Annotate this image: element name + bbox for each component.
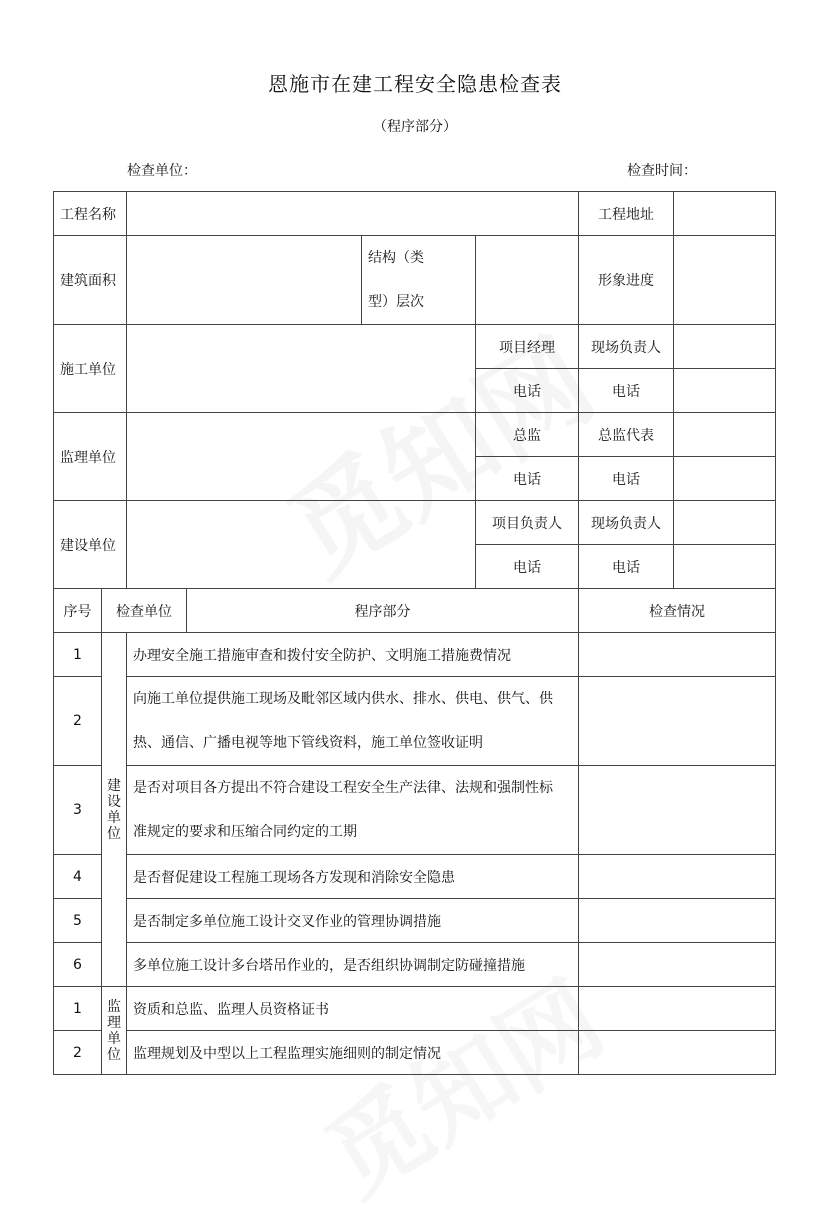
site-manager-label: 现场负责人 <box>579 325 674 369</box>
row-status[interactable] <box>579 899 776 943</box>
site-manager-value[interactable] <box>674 325 776 369</box>
project-address-value[interactable] <box>674 192 776 236</box>
project-lead-label: 项目负责人 <box>476 501 579 545</box>
supervision-rep-phone-value[interactable] <box>674 457 776 501</box>
row-procedure-line2: 准规定的要求和压缩合同约定的工期 <box>133 824 357 840</box>
progress-label: 形象进度 <box>579 236 674 325</box>
building-area-label: 建筑面积 <box>54 236 127 325</box>
table-row <box>54 855 776 899</box>
supervision-unit-label: 监理单位 <box>54 413 127 501</box>
chief-supervisor-label: 总监 <box>476 413 579 457</box>
row-procedure <box>127 677 579 766</box>
construction-phone-label: 电话 <box>476 369 579 413</box>
row-procedure: 多单位施工设计多台塔吊作业的，是否组织协调制定防碰撞措施 <box>127 943 579 987</box>
row-seq: 1 <box>54 633 102 677</box>
info-row-owner-1 <box>54 501 776 545</box>
table-row <box>54 943 776 987</box>
chief-rep-label: 总监代表 <box>579 413 674 457</box>
row-seq: 2 <box>54 677 102 766</box>
structure-label-line2: 型）层次 <box>368 294 424 310</box>
owner-site-manager-value[interactable] <box>674 501 776 545</box>
building-area-value[interactable] <box>127 236 362 325</box>
row-status[interactable] <box>579 987 776 1031</box>
row-status[interactable] <box>579 633 776 677</box>
row-seq: 4 <box>54 855 102 899</box>
project-name-value[interactable] <box>127 192 579 236</box>
page-subtitle: （程序部分） <box>373 119 457 135</box>
owner-unit-value[interactable] <box>127 501 476 589</box>
procedure-header: 程序部分 <box>187 589 579 633</box>
table-row <box>54 766 776 855</box>
row-status[interactable] <box>579 943 776 987</box>
owner-site-phone-label: 电话 <box>579 545 674 589</box>
row-seq: 2 <box>54 1031 102 1075</box>
row-procedure: 办理安全施工措施审查和拨付安全防护、文明施工措施费情况 <box>127 633 579 677</box>
row-status[interactable] <box>579 677 776 766</box>
table-row <box>54 633 776 677</box>
chief-rep-value[interactable] <box>674 413 776 457</box>
row-seq: 5 <box>54 899 102 943</box>
inspection-table <box>53 191 776 1075</box>
seq-header: 序号 <box>54 589 102 633</box>
supervision-unit-value[interactable] <box>127 413 476 501</box>
owner-site-phone-value[interactable] <box>674 545 776 589</box>
group-unit-supervision: 监理单位 <box>102 987 127 1075</box>
row-status[interactable] <box>579 766 776 855</box>
owner-phone-label: 电话 <box>476 545 579 589</box>
info-row-project <box>54 192 776 236</box>
row-procedure: 资质和总监、监理人员资格证书 <box>127 987 579 1031</box>
progress-value[interactable] <box>674 236 776 325</box>
table-row <box>54 1031 776 1075</box>
table-row <box>54 899 776 943</box>
row-procedure-line1: 向施工单位提供施工现场及毗邻区域内供水、排水、供电、供气、供 <box>133 691 553 707</box>
construction-unit-label: 施工单位 <box>54 325 127 413</box>
row-status[interactable] <box>579 855 776 899</box>
info-row-construction-1 <box>54 325 776 369</box>
row-procedure: 是否制定多单位施工设计交叉作业的管理协调措施 <box>127 899 579 943</box>
row-procedure <box>127 766 579 855</box>
table-row <box>54 677 776 766</box>
row-procedure: 监理规划及中型以上工程监理实施细则的制定情况 <box>127 1031 579 1075</box>
structure-label <box>362 236 476 325</box>
row-procedure-line1: 是否对项目各方提出不符合建设工程安全生产法律、法规和强制性标 <box>133 780 553 796</box>
construction-site-phone-value[interactable] <box>674 369 776 413</box>
row-status[interactable] <box>579 1031 776 1075</box>
row-procedure-line2: 热、通信、广播电视等地下管线资料，施工单位签收证明 <box>133 735 483 751</box>
check-unit-label: 检查单位： <box>127 163 197 179</box>
check-time-label: 检查时间： <box>627 163 697 179</box>
owner-site-manager-label: 现场负责人 <box>579 501 674 545</box>
checklist-header-row <box>54 589 776 633</box>
unit-header: 检查单位 <box>102 589 187 633</box>
project-address-label: 工程地址 <box>579 192 674 236</box>
row-seq: 1 <box>54 987 102 1031</box>
project-name-label: 工程名称 <box>54 192 127 236</box>
row-seq: 3 <box>54 766 102 855</box>
construction-site-phone-label: 电话 <box>579 369 674 413</box>
supervision-rep-phone-label: 电话 <box>579 457 674 501</box>
status-header: 检查情况 <box>579 589 776 633</box>
info-row-supervision-1 <box>54 413 776 457</box>
page-title: 恩施市在建工程安全隐患检查表 <box>268 72 562 96</box>
row-procedure: 是否督促建设工程施工现场各方发现和消除安全隐患 <box>127 855 579 899</box>
supervision-phone-label: 电话 <box>476 457 579 501</box>
project-manager-label: 项目经理 <box>476 325 579 369</box>
structure-label-line1: 结构（类 <box>368 250 424 266</box>
info-row-area <box>54 236 776 325</box>
row-seq: 6 <box>54 943 102 987</box>
construction-unit-value[interactable] <box>127 325 476 413</box>
group-unit-owner: 建设单位 <box>102 633 127 987</box>
table-row <box>54 987 776 1031</box>
structure-value[interactable] <box>476 236 579 325</box>
owner-unit-label: 建设单位 <box>54 501 127 589</box>
